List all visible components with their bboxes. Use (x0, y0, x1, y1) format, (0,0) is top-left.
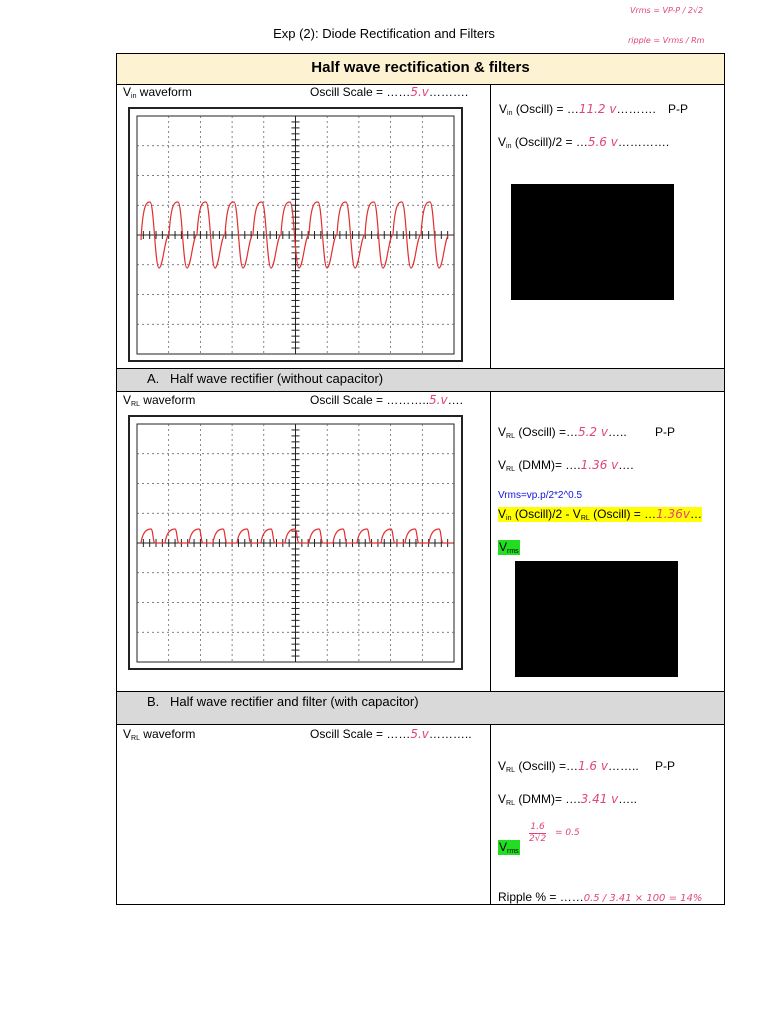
section-b-vrms-calc: 1.6 2√2 (529, 822, 547, 844)
corner-note-ripple: ripple = Vrms / Rm (628, 36, 705, 45)
section-a-vrms-label: $V_{rms}$ (499, 540, 519, 555)
section-a-oscilloscope-trace (127, 414, 464, 671)
section-a-oscill-scale: Oscill Scale = ………..5.v…. (310, 393, 463, 407)
section-b-waveform-label: $V_{RL}$ waveform (123, 727, 196, 742)
section-a-dmm-value: $V_{RL}$ (DMM)= ….1.36 v…. (498, 458, 634, 473)
vin-oscill-scale: Oscill Scale = ……5.v………. (310, 85, 469, 99)
section-a-header (117, 369, 724, 391)
section-a-pp-label: P-P (655, 425, 676, 439)
vin-half-value: $V_{in}$ (Oscill)/2 = …5.6 v…………. (498, 135, 670, 150)
vin-waveform-label: $V_{in}$ waveform (123, 85, 192, 100)
redacted-block-a (515, 561, 678, 677)
vin-pp-label: P-P (668, 102, 689, 116)
document-title: Exp (2): Diode Rectification and Filters (273, 26, 495, 41)
section-a-waveform-label: $V_{RL}$ waveform (123, 393, 196, 408)
section-a-letter: A. (147, 371, 160, 386)
section-b-title: Half wave rectifier and filter (with capacitor) (170, 694, 419, 709)
section-b-header (117, 692, 724, 724)
section-b-vrms-label: $V_{rms}$ (499, 840, 519, 855)
section-a-difference: $V_{in}$ (Oscill)/2 - $V_{RL}$ (Oscill) = …1.36v… (498, 507, 702, 522)
corner-note-vrms: Vrms = VP-P / 2√2 (630, 6, 704, 15)
vin-oscilloscope-trace (127, 106, 464, 363)
section-b-oscill-scale: Oscill Scale = ……5.v……….. (310, 727, 472, 741)
section-b-vrms-result: = 0.5 (555, 828, 580, 838)
section-b-oscill-value: $V_{RL}$ (Oscill) =…1.6 v…….. (498, 759, 639, 774)
section-a-oscill-value: $V_{RL}$ (Oscill) =…5.2 v….. (498, 425, 627, 440)
section-b-dmm-value: $V_{RL}$ (DMM)= ….3.41 v….. (498, 792, 637, 807)
section-a-formula-note: Vrms=vp.p/2*2^0.5 (498, 490, 583, 501)
section-b-letter: B. (147, 694, 160, 709)
section-b-pp-label: P-P (655, 759, 676, 773)
redacted-block (511, 184, 674, 300)
table-title: Half wave rectification & filters (117, 54, 724, 85)
vin-oscill-value: $V_{in}$ (Oscill) = …11.2 v………. (499, 102, 656, 117)
section-b-ripple: Ripple % = ……0.5 / 3.41 × 100 = 14% (498, 890, 703, 904)
worksheet-table (116, 53, 725, 905)
section-a-title: Half wave rectifier (without capacitor) (170, 371, 384, 386)
